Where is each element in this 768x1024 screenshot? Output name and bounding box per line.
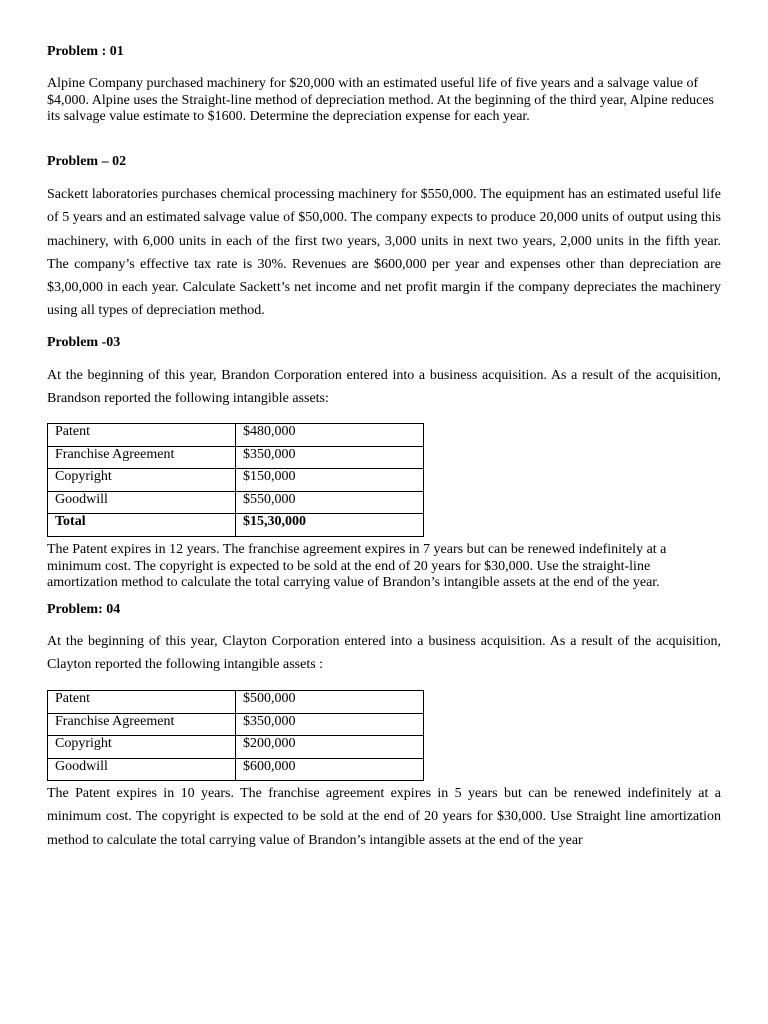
problem-3-text: The Patent expires in 12 years. The franchise agreement expires in 7 years but can be renewed indefinitely at a minimum cost. The copyright is expected to be sold at the end of 20 years for $30,000. Use the straight-line amortization method to calculate the total carrying value of Brandon’s intangible assets at the end of the year. bbox=[47, 542, 667, 590]
asset-value: $350,000 bbox=[236, 446, 424, 469]
asset-label: Patent bbox=[48, 424, 236, 447]
problem-3-intro: At the beginning of this year, Brandon Corporation entered into a business acquisition. As a result of the acquisition, Brandson reported the following intangible assets: bbox=[47, 368, 721, 407]
total-value: $15,30,000 bbox=[236, 514, 424, 537]
problem-4-asset-table bbox=[47, 690, 424, 781]
asset-value: $550,000 bbox=[236, 491, 424, 514]
problem-2-text: Sackett laboratories purchases chemical processing machinery for $550,000. The equipment has an estimated useful life of 5 years and an estimated salvage value of $50,000. The company expects to produce 20,000 units of output using this machinery, with 6,000 units in each of the first two years, 3,000 units in next two years, 2,000 units in the fifth year. The company’s effective tax rate is 30%. Revenues are $600,000 per year and expenses other than depreciation are $3,00,000 in each year. Calculate Sackett’s net income and net profit margin if the company depreciates the machinery using all types of depreciation method. bbox=[47, 187, 721, 319]
asset-label: Franchise Agreement bbox=[48, 446, 236, 469]
asset-value: $500,000 bbox=[236, 691, 424, 714]
asset-label: Copyright bbox=[48, 736, 236, 759]
asset-label: Goodwill bbox=[48, 758, 236, 781]
asset-value: $200,000 bbox=[236, 736, 424, 759]
asset-label: Copyright bbox=[48, 469, 236, 492]
problem-3-asset-table bbox=[47, 423, 424, 537]
table-row bbox=[48, 446, 424, 469]
asset-value: $480,000 bbox=[236, 424, 424, 447]
problem-4-intro: At the beginning of this year, Clayton Corporation entered into a business acquisition. As a result of the acquisition, Clayton reported the following intangible assets : bbox=[47, 634, 721, 673]
asset-label: Goodwill bbox=[48, 491, 236, 514]
table-total-row bbox=[48, 514, 424, 537]
asset-value: $600,000 bbox=[236, 758, 424, 781]
asset-value: $350,000 bbox=[236, 713, 424, 736]
problem-1-text: Alpine Company purchased machinery for $20,000 with an estimated useful life of five years and a salvage value of $4,000. Alpine uses the Straight-line method of depreciation method. At the beginning of the third year, Alpine reduces its salvage value estimate to $1600. Determine the depreciation expense for each year. bbox=[47, 76, 715, 124]
asset-label: Franchise Agreement bbox=[48, 713, 236, 736]
table-row bbox=[48, 758, 424, 781]
problem-2-heading: Problem – 02 bbox=[47, 154, 127, 169]
table-row bbox=[48, 491, 424, 514]
table-row bbox=[48, 736, 424, 759]
total-label: Total bbox=[48, 514, 236, 537]
problem-4-heading: Problem: 04 bbox=[47, 602, 121, 617]
problem-4-text: The Patent expires in 10 years. The franchise agreement expires in 5 years but can be renewed indefinitely at a minimum cost. The copyright is expected to be sold at the end of 20 years for $30,000. Use Straight line amortization method to calculate the total carrying value of Brandon’s intangible assets at the end of the year bbox=[47, 786, 721, 848]
asset-label: Patent bbox=[48, 691, 236, 714]
table-row bbox=[48, 424, 424, 447]
table-row bbox=[48, 469, 424, 492]
problem-1-heading: Problem : 01 bbox=[47, 44, 124, 59]
problem-3-heading: Problem -03 bbox=[47, 335, 121, 350]
asset-value: $150,000 bbox=[236, 469, 424, 492]
table-row bbox=[48, 713, 424, 736]
table-row bbox=[48, 691, 424, 714]
